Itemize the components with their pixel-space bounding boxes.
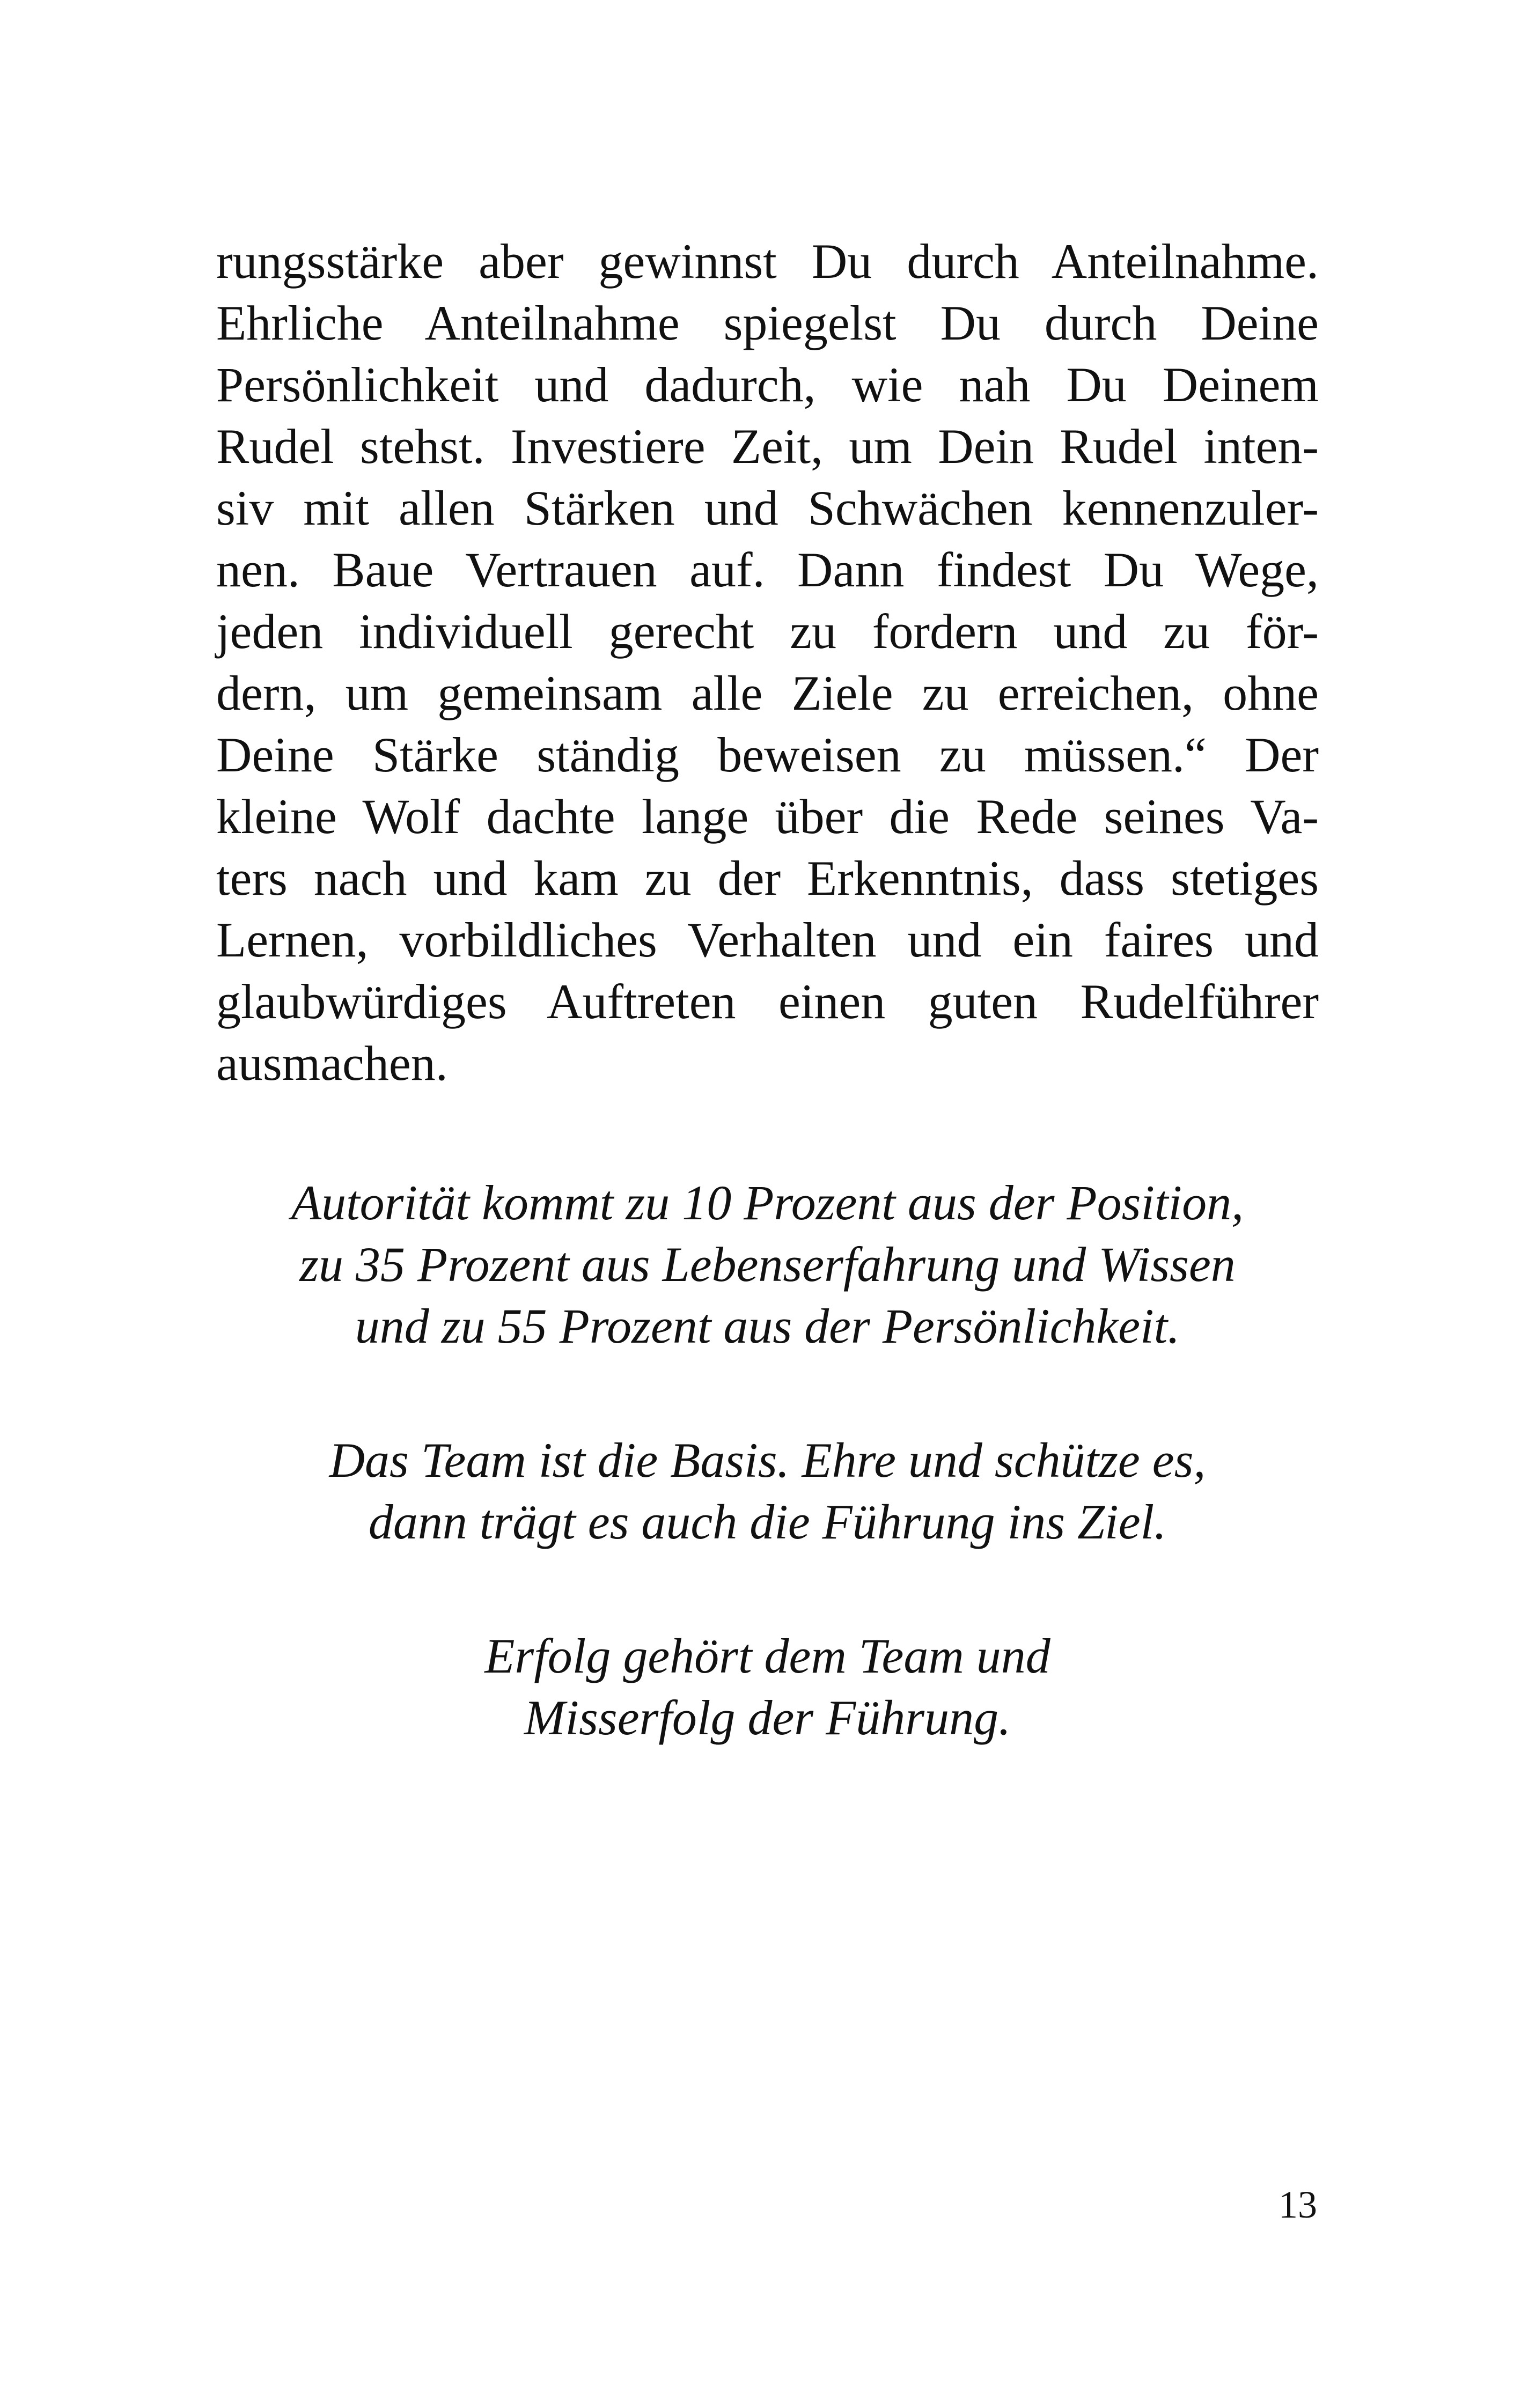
- body-line: nen. Baue Vertrauen auf. Dann findest Du Wege,: [216, 542, 1319, 597]
- body-line: Lernen, vorbildliches Verhalten und ein faires und: [216, 912, 1319, 967]
- page-number: 13: [1278, 2183, 1317, 2226]
- body-line: Deine Stärke ständig beweisen zu müssen.“ Der: [216, 727, 1319, 782]
- quote-line: dann trägt es auch die Führung ins Ziel.: [368, 1494, 1167, 1549]
- body-line: ausmachen.: [216, 1036, 448, 1091]
- body-line: Ehrliche Anteilnahme spiegelst Du durch Deine: [216, 296, 1319, 350]
- quote-team: [216, 1430, 1319, 1553]
- body-line: glaubwürdiges Auftreten einen guten Rudelführer: [216, 974, 1319, 1029]
- body-line: jeden individuell gerecht zu fordern und zu för-: [216, 604, 1319, 659]
- body-line: Rudel stehst. Investiere Zeit, um Dein Rudel inten-: [216, 419, 1319, 474]
- quote-line: Autorität kommt zu 10 Prozent aus der Position,: [291, 1175, 1244, 1230]
- quote-success: [216, 1625, 1319, 1749]
- body-line: ters nach und kam zu der Erkenntnis, dass stetiges: [216, 851, 1319, 905]
- body-line: kleine Wolf dachte lange über die Rede seines Va-: [216, 789, 1319, 844]
- quote-line: zu 35 Prozent aus Lebenserfahrung und Wissen: [299, 1237, 1236, 1292]
- body-line: Persönlichkeit und dadurch, wie nah Du Deinem: [216, 357, 1319, 412]
- quote-line: Misserfolg der Führung.: [524, 1690, 1011, 1745]
- quote-line: Erfolg gehört dem Team und: [484, 1629, 1050, 1683]
- body-line: siv mit allen Stärken und Schwächen kennenzuler-: [216, 481, 1319, 535]
- body-line: rungsstärke aber gewinnst Du durch Anteilnahme.: [216, 234, 1319, 289]
- body-paragraph: [216, 231, 1319, 1094]
- body-line: dern, um gemeinsam alle Ziele zu erreichen, ohne: [216, 666, 1319, 720]
- quote-line: Das Team ist die Basis. Ehre und schütze es,: [329, 1433, 1206, 1487]
- quote-line: und zu 55 Prozent aus der Persönlichkeit.: [355, 1299, 1180, 1353]
- quote-authority: [216, 1172, 1319, 1357]
